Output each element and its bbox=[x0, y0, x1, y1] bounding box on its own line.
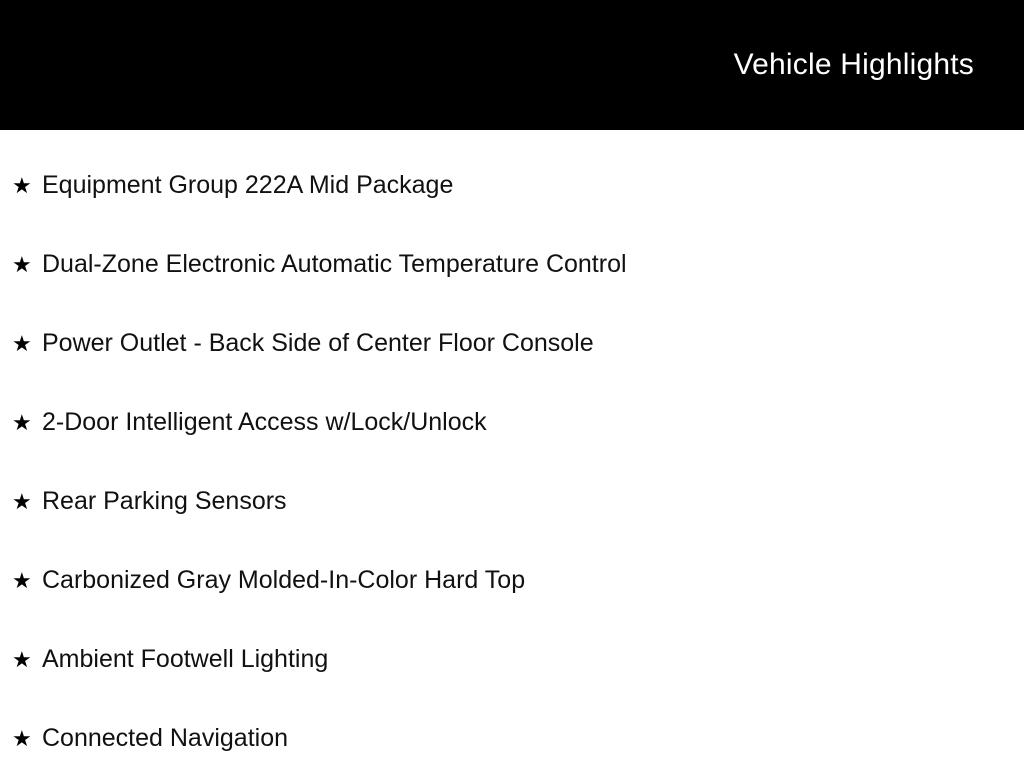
star-icon: ★ bbox=[12, 646, 32, 672]
list-item bbox=[0, 620, 1024, 699]
list-item bbox=[0, 146, 1024, 225]
list-item-label: Power Outlet - Back Side of Center Floor Console bbox=[42, 328, 594, 357]
vehicle-highlights-list bbox=[0, 130, 1024, 778]
list-item bbox=[0, 699, 1024, 778]
list-item-label: Equipment Group 222A Mid Package bbox=[42, 170, 454, 199]
list-item bbox=[0, 225, 1024, 304]
list-item-label: 2-Door Intelligent Access w/Lock/Unlock bbox=[42, 407, 487, 436]
star-icon: ★ bbox=[12, 330, 32, 356]
star-icon: ★ bbox=[12, 251, 32, 277]
page-title: Vehicle Highlights bbox=[733, 48, 974, 81]
list-item bbox=[0, 462, 1024, 541]
list-item bbox=[0, 383, 1024, 462]
star-icon: ★ bbox=[12, 409, 32, 435]
list-item-label: Ambient Footwell Lighting bbox=[42, 644, 329, 673]
list-item-label: Connected Navigation bbox=[42, 723, 288, 752]
star-icon: ★ bbox=[12, 488, 32, 514]
star-icon: ★ bbox=[12, 725, 32, 751]
header-bar bbox=[0, 0, 1024, 130]
list-item-label: Rear Parking Sensors bbox=[42, 486, 287, 515]
list-item bbox=[0, 541, 1024, 620]
list-item-label: Dual-Zone Electronic Automatic Temperature Control bbox=[42, 249, 627, 278]
star-icon: ★ bbox=[12, 172, 32, 198]
star-icon: ★ bbox=[12, 567, 32, 593]
list-item-label: Carbonized Gray Molded-In-Color Hard Top bbox=[42, 565, 526, 594]
list-item bbox=[0, 304, 1024, 383]
